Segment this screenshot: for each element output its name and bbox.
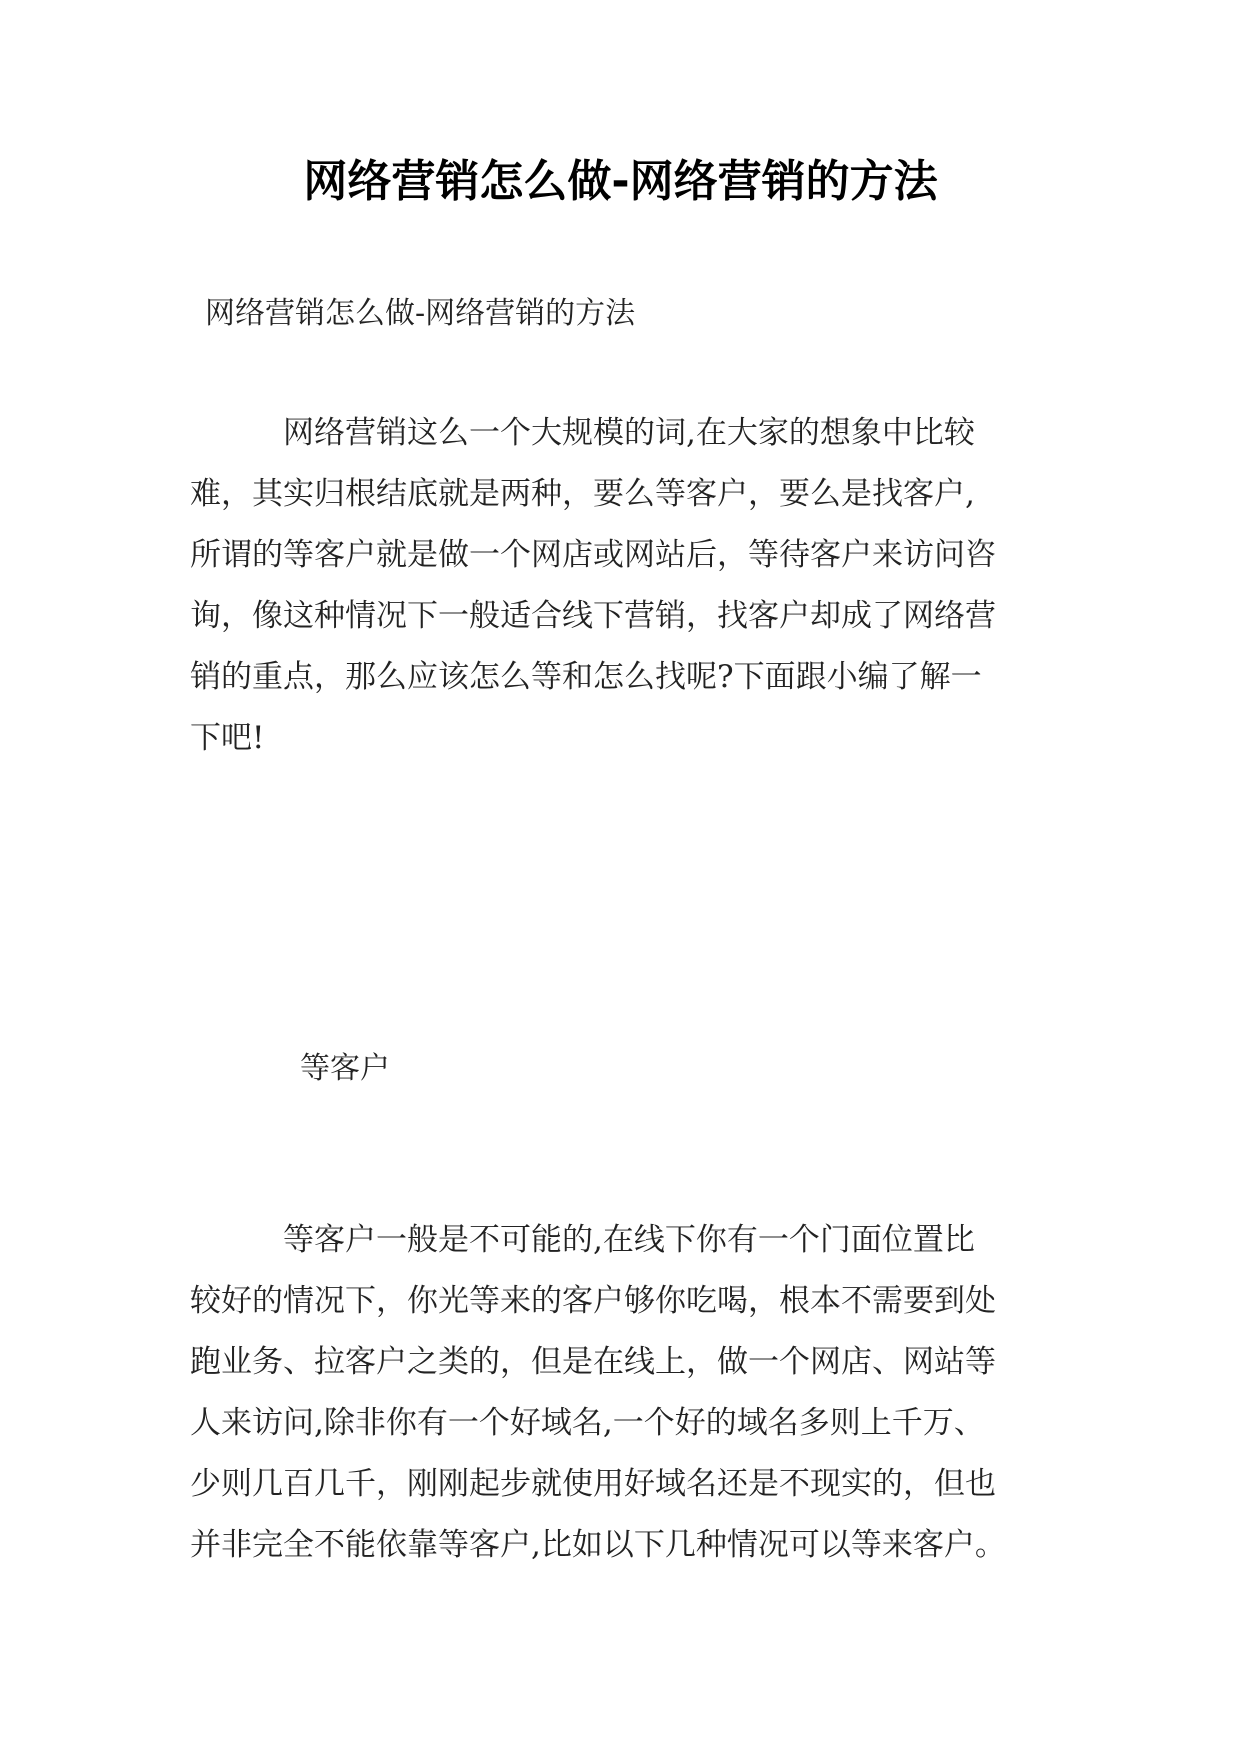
paragraph-line: 并非完全不能依靠等客户,比如以下几种情况可以等来客户。 bbox=[190, 1527, 1006, 1563]
paragraph-line: 下吧! bbox=[190, 720, 265, 756]
section-heading: 等客户 bbox=[300, 1051, 390, 1086]
page-title: 网络营销怎么做-网络营销的方法 bbox=[303, 156, 938, 207]
paragraph-line: 询，像这种情况下一般适合线下营销，找客户却成了网络营 bbox=[190, 598, 996, 634]
body-paragraph bbox=[190, 1210, 1065, 1576]
paragraph-line: 跑业务、拉客户之类的，但是在线上，做一个网店、网站等 bbox=[190, 1344, 996, 1380]
paragraph-line: 人来访问,除非你有一个好域名,一个好的域名多则上千万、 bbox=[190, 1405, 985, 1441]
paragraph-line: 较好的情况下，你光等来的客户够你吃喝，根本不需要到处 bbox=[190, 1283, 996, 1319]
document-subtitle: 网络营销怎么做-网络营销的方法 bbox=[205, 296, 636, 331]
paragraph-line: 销的重点，那么应该怎么等和怎么找呢?下面跟小编了解一 bbox=[190, 659, 982, 695]
paragraph-line: 网络营销这么一个大规模的词,在大家的想象中比较 bbox=[190, 415, 975, 451]
paragraph-line: 等客户一般是不可能的,在线下你有一个门面位置比 bbox=[190, 1222, 975, 1258]
paragraph-line: 少则几百几千，刚刚起步就使用好域名还是不现实的，但也 bbox=[190, 1466, 996, 1502]
intro-paragraph bbox=[190, 403, 1065, 769]
paragraph-line: 所谓的等客户就是做一个网店或网站后，等待客户来访问咨 bbox=[190, 537, 996, 573]
paragraph-line: 难，其实归根结底就是两种，要么等客户，要么是找客户, bbox=[190, 476, 975, 512]
